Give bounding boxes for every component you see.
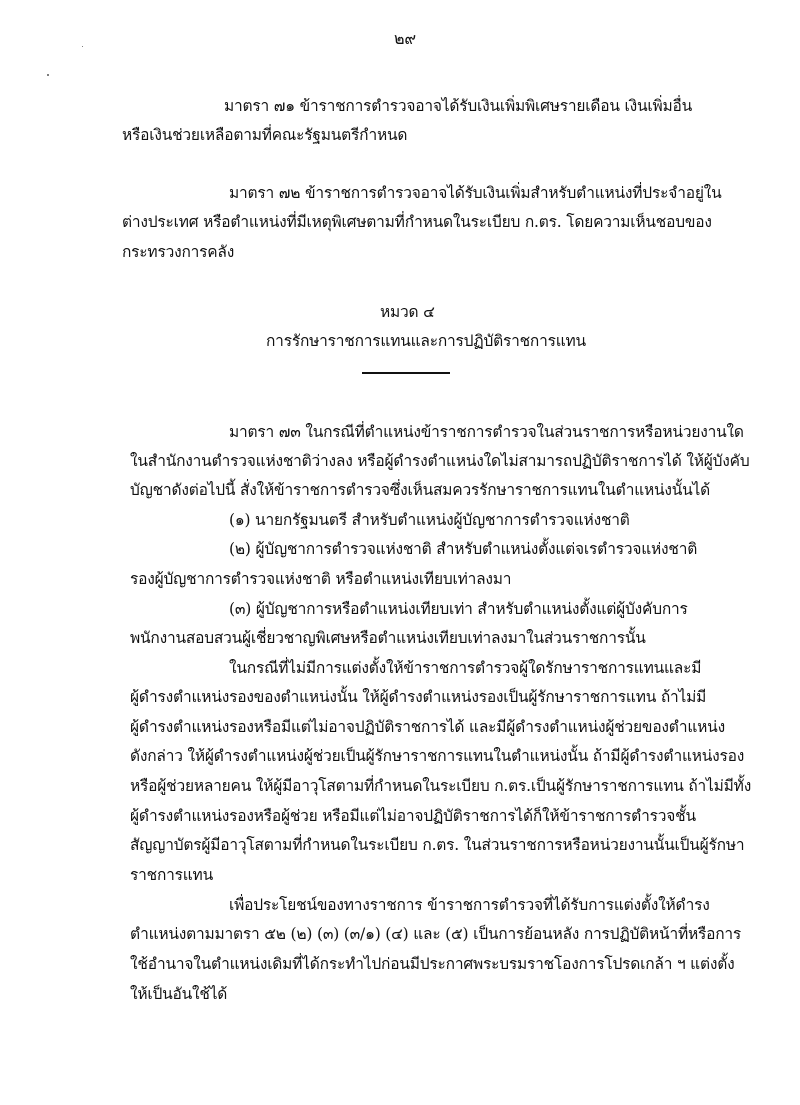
section-73-item-2-line-1: (๒) ผู้บัญชาการตำรวจแห่งชาติ สำหรับตำแหน่งตั้งแต่จเรตำรวจแห่งชาติ (229, 540, 698, 558)
section-72-line-2: ต่างประเทศ หรือตำแหน่งที่มีเหตุพิเศษตามที่กำหนดในระเบียบ ก.ตร. โดยความเห็นชอบของ (122, 213, 712, 231)
section-73-para-line-5: หรือผู้ช่วยหลายคน ให้ผู้มีอาวุโสตามที่กำหนดในระเบียบ ก.ตร.เป็นผู้รักษาราชการแทน ถ้าไม่มีทั้ง (130, 777, 752, 795)
section-73-benefit-line-4: ให้เป็นอันใช้ได้ (130, 985, 228, 1003)
section-73-para-line-3: ผู้ดำรงตำแหน่งรองหรือมีแต่ไม่อาจปฏิบัติราชการได้ และมีผู้ดำรงตำแหน่งผู้ช่วยของตำแหน่ง (130, 718, 725, 736)
section-73-item-3-line-1: (๓) ผู้บัญชาการหรือตำแหน่งเทียบเท่า สำหรับตำแหน่งตั้งแต่ผู้บังคับการ (229, 600, 688, 618)
section-73-para-line-8: ราชการแทน (130, 866, 213, 884)
section-73-line-3: บัญชาดังต่อไปนี้ สั่งให้ข้าราชการตำรวจซึ่งเห็นสมควรรักษาราชการแทนในตำแหน่งนั้นได้ (130, 481, 711, 499)
section-73-benefit-line-3: ใช้อำนาจในตำแหน่งเดิมที่ได้กระทำไปก่อนมีประกาศพระบรมราชโองการโปรดเกล้า ฯ แต่งตั้ง (130, 955, 735, 973)
section-73-line-2: ในสำนักงานตำรวจแห่งชาติว่างลง หรือผู้ดำรงตำแหน่งใดไม่สามารถปฏิบัติราชการได้ ให้ผู้บังคับ (130, 452, 750, 470)
section-73-item-1: (๑) นายกรัฐมนตรี สำหรับตำแหน่งผู้บัญชาการตำรวจแห่งชาติ (229, 511, 630, 529)
section-73-para-line-6: ผู้ดำรงตำแหน่งรองหรือผู้ช่วย หรือมีแต่ไม่อาจปฏิบัติราชการได้ก็ให้ข้าราชการตำรวจชั้น (130, 807, 696, 825)
section-73-para-line-2: ผู้ดำรงตำแหน่งรองของตำแหน่งนั้น ให้ผู้ดำรงตำแหน่งรองเป็นผู้รักษาราชการแทน ถ้าไม่มี (130, 688, 707, 706)
section-72-line-1: มาตรา ๗๒ ข้าราชการตำรวจอาจได้รับเงินเพิ่มสำหรับตำแหน่งที่ประจำอยู่ใน (229, 184, 722, 202)
section-73-line-1: มาตรา ๗๓ ในกรณีที่ตำแหน่งข้าราชการตำรวจในส่วนราชการหรือหน่วยงานใด (229, 423, 744, 441)
section-73-para-line-1: ในกรณีที่ไม่มีการแต่งตั้งให้ข้าราชการตำรวจผู้ใดรักษาราชการแทนและมี (229, 659, 702, 677)
section-72-line-3: กระทรวงการคลัง (122, 243, 235, 261)
section-73-para-line-4: ดังกล่าว ให้ผู้ดำรงตำแหน่งผู้ช่วยเป็นผู้รักษาราชการแทนในตำแหน่งนั้น ถ้ามีผู้ดำรงตำแหน่งรอง (130, 747, 745, 765)
chapter-divider (362, 372, 450, 374)
chapter-number: หมวด ๔ (380, 303, 435, 321)
page-number: ๒๙ (394, 29, 416, 48)
section-73-item-2-line-2: รองผู้บัญชาการตำรวจแห่งชาติ หรือตำแหน่งเทียบเท่าลงมา (130, 570, 512, 588)
chapter-title: การรักษาราชการแทนและการปฏิบัติราชการแทน (266, 332, 586, 350)
section-73-item-3-line-2: พนักงานสอบสวนผู้เชี่ยวชาญพิเศษหรือตำแหน่งเทียบเท่าลงมาในส่วนราชการนั้น (130, 629, 646, 647)
scan-speck (82, 46, 83, 47)
section-71-line-2: หรือเงินช่วยเหลือตามที่คณะรัฐมนตรีกำหนด (122, 126, 408, 144)
section-73-benefit-line-1: เพื่อประโยชน์ของทางราชการ ข้าราชการตำรวจที่ได้รับการแต่งตั้งให้ดำรง (229, 896, 710, 914)
scan-speck (47, 74, 49, 76)
section-73-para-line-7: สัญญาบัตรผู้มีอาวุโสตามที่กำหนดในระเบียบ ก.ตร. ในส่วนราชการหรือหน่วยงานนั้นเป็นผู้รักษา (130, 836, 745, 854)
section-71-line-1: มาตรา ๗๑ ข้าราชการตำรวจอาจได้รับเงินเพิ่มพิเศษรายเดือน เงินเพิ่มอื่น (224, 97, 692, 115)
section-73-benefit-line-2: ตำแหน่งตามมาตรา ๕๒ (๒) (๓) (๓/๑) (๔) และ (๕) เป็นการย้อนหลัง การปฏิบัติหน้าที่หรือการ (130, 925, 742, 943)
